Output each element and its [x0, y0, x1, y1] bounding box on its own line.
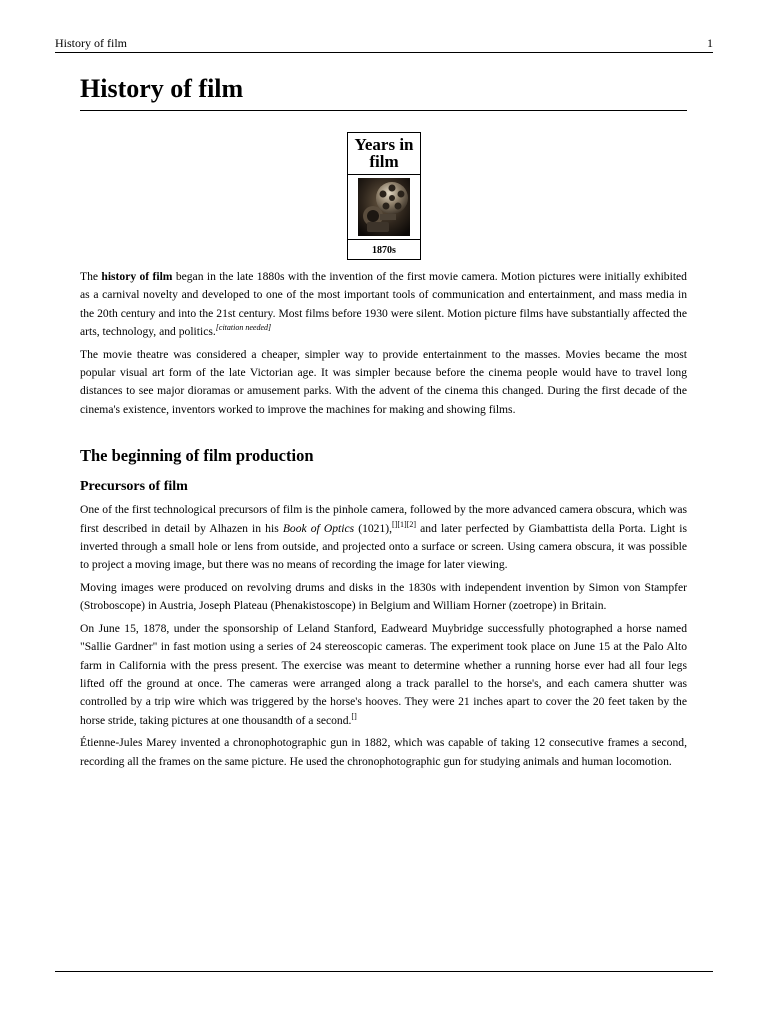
page-number: 1 — [707, 36, 713, 50]
page-title: History of film — [80, 72, 687, 111]
intro-paragraph-1 — [80, 268, 687, 342]
intro-text-start: The — [80, 270, 102, 283]
paragraph-text: On June 15, 1878, under the sponsorship of Leland Stanford, Eadweard Muybridge successfully photographed a horse named "Sallie Gardner" in fast motion using a series of 24 stereoscopic cameras. The experiment took place on June 15 at the Palo Alto farm in California with the press present. The exercise was meant to determine whether a running horse ever had all four legs lifted off the ground at once. The cameras were arranged along a track parallel to the horse's, and each camera shutter was controlled by a trip wire which was triggered by the horse's hooves. They were 21 inches apart to cover the 20 feet taken by the horse stride, taking pictures at one thousandth of a second. — [80, 621, 687, 727]
infobox-title[interactable]: Years in film — [348, 133, 420, 175]
running-header-title: History of film — [55, 36, 127, 50]
intro-text: began in the late 1880s with the invention of the first movie camera. Motion pictures were initially exhibited as a carnival novelty and developed to one of the most important tools of communication and entertainment, and mass media in the 20th century and into the 21st century. Most films before 1930 were silent. Motion picture films have substantially affected the arts, technology, and politics. — [80, 270, 687, 339]
infobox-image[interactable] — [348, 175, 420, 240]
infobox — [347, 132, 421, 260]
intro-paragraph-2: The movie theatre was considered a cheaper, simpler way to provide entertainment to the masses. Movies became the most popular visual art form of the late Victorian age. It was simpler because before the cinema people would have to travel long distances to see major dioramas or amusement parks. With the advent of the cinema this changed. During the first decade of the cinema's existence, inventors worked to improve the machines for making and showing films. — [80, 347, 687, 416]
reference-link[interactable]: [] — [351, 711, 357, 721]
footer-rule — [55, 971, 713, 972]
book-title: Book of Optics — [282, 521, 355, 535]
article-body — [80, 268, 687, 775]
infobox-caption[interactable]: 1870s — [372, 245, 396, 256]
precursors-paragraph-3 — [80, 620, 687, 730]
paragraph-text: One of the first technological precursors of film is the pinhole camera, followed by the more advanced camera obscura, which was first described in detail by Alhazen in his — [80, 503, 687, 535]
reference-links[interactable]: [][1][2] — [392, 519, 417, 529]
subsection-heading: Precursors of film — [80, 479, 188, 495]
precursors-paragraph-2: Moving images were produced on revolving drums and disks in the 1830s with independent invention by Simon von Stampfer (Stroboscope) in Austria, Joseph Plateau (Phenakistoscope) in Belgium and William Horner (zoetrope) in Britain. — [80, 580, 687, 613]
paragraph-text: (1021), — [354, 521, 393, 535]
citation-needed[interactable]: [citation needed] — [215, 323, 272, 333]
bold-term: history of film — [101, 270, 173, 283]
precursors-paragraph-4: Étienne-Jules Marey invented a chronophotographic gun in 1882, which was capable of taking 12 consecutive frames a second, recording all the frames on the same picture. He used the chronophotographic gun for studying animals and human locomotion. — [80, 736, 687, 768]
film-reel-icon — [358, 178, 410, 236]
section-heading: The beginning of film production — [80, 446, 314, 466]
paragraph-text: and later perfected by Giambattista della Porta. Light is inverted through a small hole or lens from outside, and projected onto a surface or screen. Using camera obscura, it was possible to project a moving image, but there was no means of recording the image for later viewing. — [80, 521, 687, 572]
running-header — [55, 36, 713, 53]
precursors-paragraph-1 — [80, 501, 687, 575]
